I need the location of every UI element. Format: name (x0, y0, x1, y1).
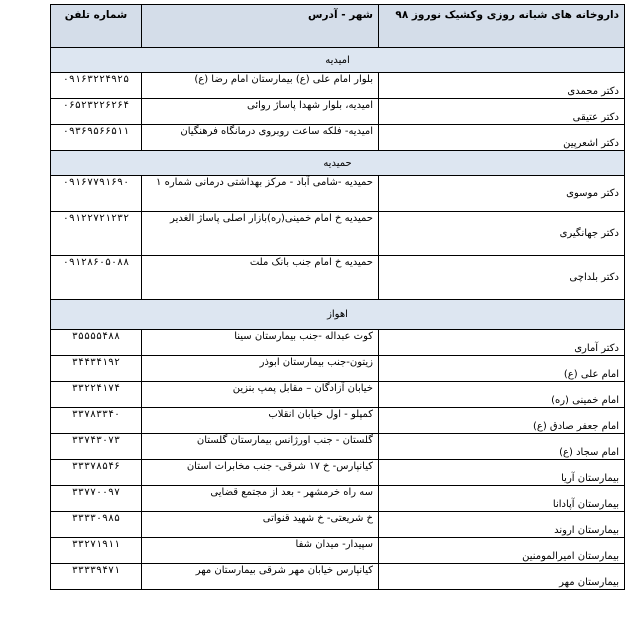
pharmacy-address: حمیدیه خ امام جنب بانک ملت (142, 256, 379, 300)
pharmacy-address: کمپلو - اول خیابان انقلاب (142, 408, 379, 434)
pharmacy-address: خیابان آزادگان – مقابل پمپ بنزین (142, 382, 379, 408)
pharmacy-phone: ۳۳۲۷۱۹۱۱ (51, 538, 142, 564)
table-row (51, 434, 625, 460)
header-address: شهر - آدرس (142, 5, 379, 48)
pharmacy-name: امام سجاد (ع) (379, 434, 625, 460)
pharmacy-phone: ۳۵۵۵۵۴۸۸ (51, 330, 142, 356)
section-header-row (51, 48, 625, 73)
pharmacy-name: دکتر موسوی (379, 176, 625, 212)
pharmacy-phone: ۰۹۱۶۳۲۲۴۹۲۵ (51, 73, 142, 99)
pharmacy-phone: ۳۳۳۷۸۵۴۶ (51, 460, 142, 486)
pharmacy-phone: ۰۹۳۶۹۵۶۶۵۱۱ (51, 125, 142, 151)
section-title: امیدیه (51, 48, 625, 73)
pharmacy-name: بیمارستان آریا (379, 460, 625, 486)
pharmacy-name: بیمارستان اروند (379, 512, 625, 538)
table-row (51, 176, 625, 212)
pharmacy-address: کوت عبداله -جنب بیمارستان سینا (142, 330, 379, 356)
pharmacy-name: دکتر محمدی (379, 73, 625, 99)
pharmacy-name: دکتر اشعرپین (379, 125, 625, 151)
table-row (51, 512, 625, 538)
table-row (51, 382, 625, 408)
table-header-row (51, 5, 625, 48)
pharmacy-phone: ۳۳۷۷۰۰۹۷ (51, 486, 142, 512)
pharmacy-address: سه راه خرمشهر - بعد از مجتمع قضایی (142, 486, 379, 512)
pharmacy-phone: ۳۳۷۸۳۳۴۰ (51, 408, 142, 434)
table-row (51, 73, 625, 99)
pharmacy-address: امیدیه- فلکه ساعت روبروی درمانگاه فرهنگیان (142, 125, 379, 151)
header-phone: شماره تلفن (51, 5, 142, 48)
pharmacy-phone: ۰۹۱۲۸۶۰۵۰۸۸ (51, 256, 142, 300)
table-row (51, 408, 625, 434)
table-row (51, 330, 625, 356)
pharmacy-address: کیانپارس- خ ۱۷ شرقی- جنب مخابرات استان (142, 460, 379, 486)
section-title: حمیدیه (51, 151, 625, 176)
section-header-row (51, 300, 625, 330)
pharmacy-address: سپیدار- میدان شفا (142, 538, 379, 564)
pharmacy-phone: ۳۳۳۳۹۴۷۱ (51, 564, 142, 590)
table-row (51, 256, 625, 300)
table-row (51, 99, 625, 125)
pharmacy-address: کیانپارس خیابان مهر شرقی بیمارستان مهر (142, 564, 379, 590)
pharmacy-phone: ۳۴۴۳۴۱۹۲ (51, 356, 142, 382)
pharmacy-name: دکتر عتیقی (379, 99, 625, 125)
pharmacy-address: گلستان - جنب اورژانس بیمارستان گلستان (142, 434, 379, 460)
pharmacy-name: امام جعفر صادق (ع) (379, 408, 625, 434)
table-body (51, 48, 625, 590)
pharmacy-address: امیدیه، بلوار شهدا پاساژ روائی (142, 99, 379, 125)
pharmacy-phone: ۰۹۱۶۷۷۹۱۶۹۰ (51, 176, 142, 212)
pharmacy-phone: ۰۶۵۲۳۲۲۶۲۶۴ (51, 99, 142, 125)
pharmacy-address: خ شریعتی- خ شهید قنواتی (142, 512, 379, 538)
pharmacy-name: دکتر جهانگیری (379, 212, 625, 256)
header-pharmacy-name: داروخانه های شبانه روزی وکشیک نوروز ۹۸ (379, 5, 625, 48)
table-row (51, 356, 625, 382)
section-header-row (51, 151, 625, 176)
table-row (51, 564, 625, 590)
pharmacy-address: زیتون-جنب بیمارستان ابوذر (142, 356, 379, 382)
pharmacy-name: امام خمینی (ره) (379, 382, 625, 408)
table-row (51, 125, 625, 151)
table-row (51, 460, 625, 486)
pharmacy-name: بیمارستان امیرالمومنین (379, 538, 625, 564)
pharmacy-name: دکتر آماری (379, 330, 625, 356)
pharmacy-table (50, 4, 625, 590)
pharmacy-phone: ۳۳۲۲۴۱۷۴ (51, 382, 142, 408)
table-row (51, 486, 625, 512)
pharmacy-phone: ۳۳۷۴۳۰۷۳ (51, 434, 142, 460)
pharmacy-name: دکتر بلداچی (379, 256, 625, 300)
pharmacy-name: بیمارستان آپادانا (379, 486, 625, 512)
pharmacy-address: حمیدیه خ امام خمینی(ره)بازار اصلی پاساژ الغدیر (142, 212, 379, 256)
pharmacy-address: بلوار امام علی (ع) بیمارستان امام رضا (ع) (142, 73, 379, 99)
pharmacy-name: امام علی (ع) (379, 356, 625, 382)
pharmacy-address: حمیدیه -شامی آباد - مرکز بهداشتی درمانی شماره ۱ (142, 176, 379, 212)
table-row (51, 212, 625, 256)
section-title: اهواز (51, 300, 625, 330)
table-row (51, 538, 625, 564)
pharmacy-phone: ۳۳۳۳۰۹۸۵ (51, 512, 142, 538)
pharmacy-name: بیمارستان مهر (379, 564, 625, 590)
pharmacy-phone: ۰۹۱۲۲۷۲۱۲۳۲ (51, 212, 142, 256)
